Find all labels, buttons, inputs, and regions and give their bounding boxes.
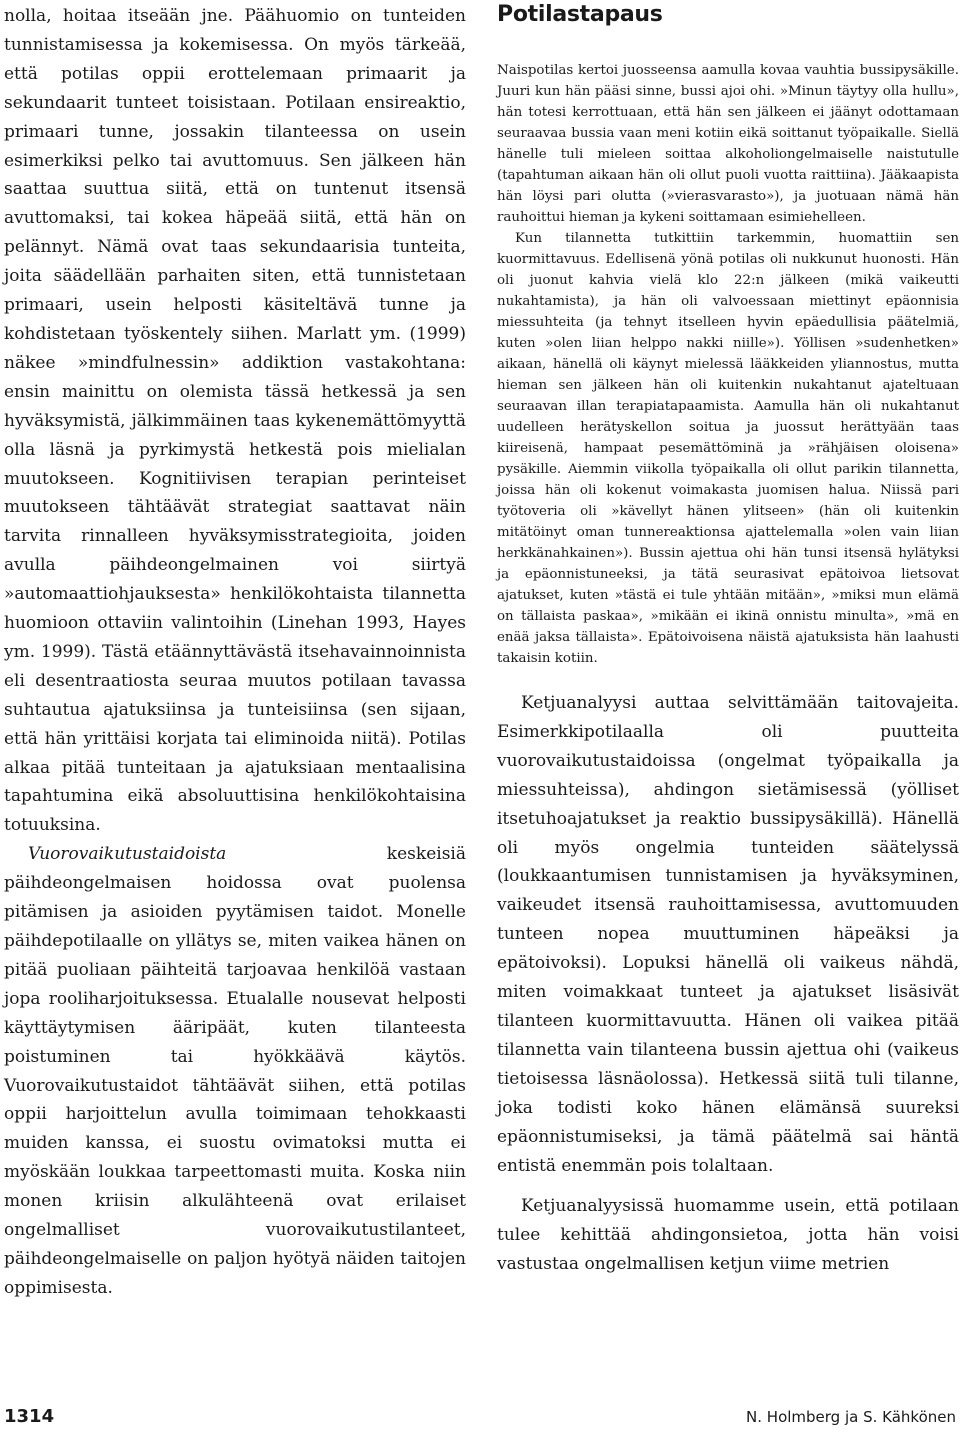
paragraph-text: keskeisiä päihdeongelmaisen hoidossa ovat puolensa pitämisen ja asioiden pyytämisen taidot. Monelle päihdepotilaalle on yllätys se, miten vaikea hänen on pitää puoliaan päihteitä tarjoavaa henkilöä vastaan jopa rooliharjoituksessa. Etualalle nousevat helposti käyttäytymisen ääripäät, kuten tilanteesta poistuminen tai hyökkäävä käytös. Vuorovaikutustaidot tähtäävät siihen, että potilas oppii harjoittelun avulla toimimaan tehokkaasti muiden kanssa, ei suostu ovimatoksi mutta ei myöskään loukkaa tarpeettomasti muita. Koska niin monen kriisin alkulähteenä ovat erilaiset ongelmalliset vuorovaikutustilanteet, päihdeongelmaiselle on paljon hyötyä näiden taitojen oppimisesta. bbox=[4, 844, 466, 1298]
page-footer bbox=[0, 1398, 960, 1438]
body-paragraph: nolla, hoitaa itseään jne. Päähuomio on tunteiden tunnistamisessa ja kokemisessa. On myös tärkeää, että potilas oppii erottelemaan primaarit ja sekundaarit tunteet toisistaan. Potilaan ensireaktio, primaari tunne, jossakin tilanteessa on usein esimerkiksi pelko tai avuttomuus. Sen jälkeen hän saattaa suuttua siitä, että on tuntenut itsensä avuttomaksi, tai kokea häpeää siitä, että hän on pelännyt. Nämä ovat taas sekundaarisia tunteita, joita säädellään parhaiten siten, että tunnistetaan primaari, usein helposti käsiteltävä tunne ja kohdistetaan työskentely siihen. Marlatt ym. (1999) näkee »mindfulnessin» addiktion vastakohtana: ensin mainittu on olemista tässä hetkessä ja sen hyväksymistä, jälkimmäinen taas kykenemättömyyttä olla läsnä ja pyrkimystä hetkestä pois mielialan muutokseen. Kognitiivisen terapian perinteiset muutokseen tähtäävät strategiat saattavat näin tarvita rinnalleen hyväksymisstrategioita, joiden avulla päihdeongelmainen voi siirtyä »automaattiohjauksesta» henkilökohtaista tilannetta huomioon ottaviin valintoihin (Linehan 1993, Hayes ym. 1999). Tästä etäännyttävästä itsehavainnoinnista eli desentraatiosta seuraa muutos potilaan tavassa suhtautua ajatuksiinsa ja tunteisiinsa (sen sijaan, että hän yrittäisi korjata tai eliminoida niitä). Potilas alkaa pitää tunteitaan ja ajatuksiaan mentaalisina tapahtumina eikä absoluuttisina henkilökohtaisina totuuksina. bbox=[4, 6, 466, 836]
case-paragraph: Kun tilannetta tutkittiin tarkemmin, huomattiin sen kuormittavuus. Edellisenä yönä potilas oli nukkunut huonosti. Hän oli juonut kahvia vielä klo 22:n jälkeen (mikä vaikeutti nukahtamista), ja hän oli valvoessaan miettinyt epäonnisia miessuhteita (ja tehnyt itselleen hyvin epäedullisia päätelmiä, kuten »olen liian helppo nakki niille»). Yöllisen »sudenhetken» aikaan, hänellä oli käynyt mielessä lääkkeiden yliannostus, mutta hieman sen jälkeen hän oli kuitenkin nukahtanut ajateltuaan seuraavan illan terapiatapaamista. Aamulla hän oli nukahtanut uudelleen herätyskellon soitua ja juossut herättyään taas kiireisenä, hampaat pesemättöminä ja »rähjäisen oloisena» pysäkille. Aiemmin viikolla työpaikalla oli ollut parikin tilannetta, joissa hän oli kokenut voimakasta juomisen halua. Niissä pari työtoveria oli »kävellyt hänen ylitseen» (hän oli kuitenkin mitätöinyt oman tunnereaktionsa ajattelemalla »olen vain liian herkkänahkainen»). Bussin ajettua ohi hän tunsi itsensä hylätyksi ja epäonnistuneeksi, ja tätä seurasivat epätoivoa lietsovat ajatukset, kuten »tästä ei tule yhtään mitään», »miksi mun elämä on tällaista paskaa», »mikään ei ikinä onnistu minulta», »mä en enää jaksa tällaista». Epätoivoisena näistä ajatuksista hän laahusti takaisin kotiin. bbox=[497, 231, 959, 666]
body-paragraph: Ketjuanalyysissä huomamme usein, että potilaan tulee kehittää ahdingonsietoa, jotta hän voisi vastustaa ongelmallisen ketjun viime metrien bbox=[497, 1196, 959, 1275]
page-number: 1314 bbox=[4, 1406, 55, 1427]
case-box bbox=[497, 2, 959, 669]
body-paragraph: Ketjuanalyysi auttaa selvittämään taitovajeita. Esimerkkipotilaalla oli puutteita vuorovaikutustaidoissa (ongelmat työpaikalla ja miessuhteissa), ahdingon sietämisessä (yölliset itsetuhoajatukset ja reaktio bussipysäkillä). Hänellä oli myös ongelmia tunteiden säätelyssä (loukkaantumisen tunnistamisen ja hyväksyminen, vaikeudet itsensä rauhoittamisessa, avuttomuuden tunteen nopea muuttuminen häpeäksi ja epätoivoksi). Lopuksi hänellä oli vaikeus nähdä, miten voimakkaat tunteet ja ajatukset lisäsivät tilanteen kuormittavuutta. Hänen oli vaikea pitää tilannetta vain tilanteena bussin ajettua ohi (vaikeus tietoisessa läsnäolossa). Hetkessä siitä tuli tilanne, joka todisti koko hänen elämänsä suureksi epäonnistumiseksi, ja tämä päätelmä sai häntä entistä enemmän pois tolaltaan. bbox=[497, 693, 959, 1176]
right-column bbox=[497, 2, 959, 1279]
right-body bbox=[497, 689, 959, 1279]
case-paragraph: Naispotilas kertoi juosseensa aamulla kovaa vauhtia bussipysäkille. Juuri kun hän pääsi sinne, bussi ajoi ohi. »Minun täytyy olla hullu», hän totesi kerrottuaan, että hän sen jälkeen ei jäänyt odottamaan seuraavaa bussia vaan meni kotiin eikä soittanut työpaikalle. Siellä hänelle tuli mieleen soittaa alkoholiongelmaiselle naistutulle (tapahtuman aikaan hän oli ollut puoli vuotta raittiina). Jääkaapista hän löysi pari olutta (»vierasvarasto»), ja juotuaan nämä hän rauhoittui hieman ja kykeni soittamaan esimiehelleen. bbox=[497, 63, 959, 225]
body-paragraph bbox=[4, 840, 466, 1303]
footer-authors: N. Holmberg ja S. Kähkönen bbox=[746, 1408, 956, 1426]
case-box-title: Potilastapaus bbox=[497, 2, 663, 27]
left-column bbox=[4, 2, 466, 1303]
lead-term: Vuorovaikutustaidoista bbox=[28, 844, 227, 865]
